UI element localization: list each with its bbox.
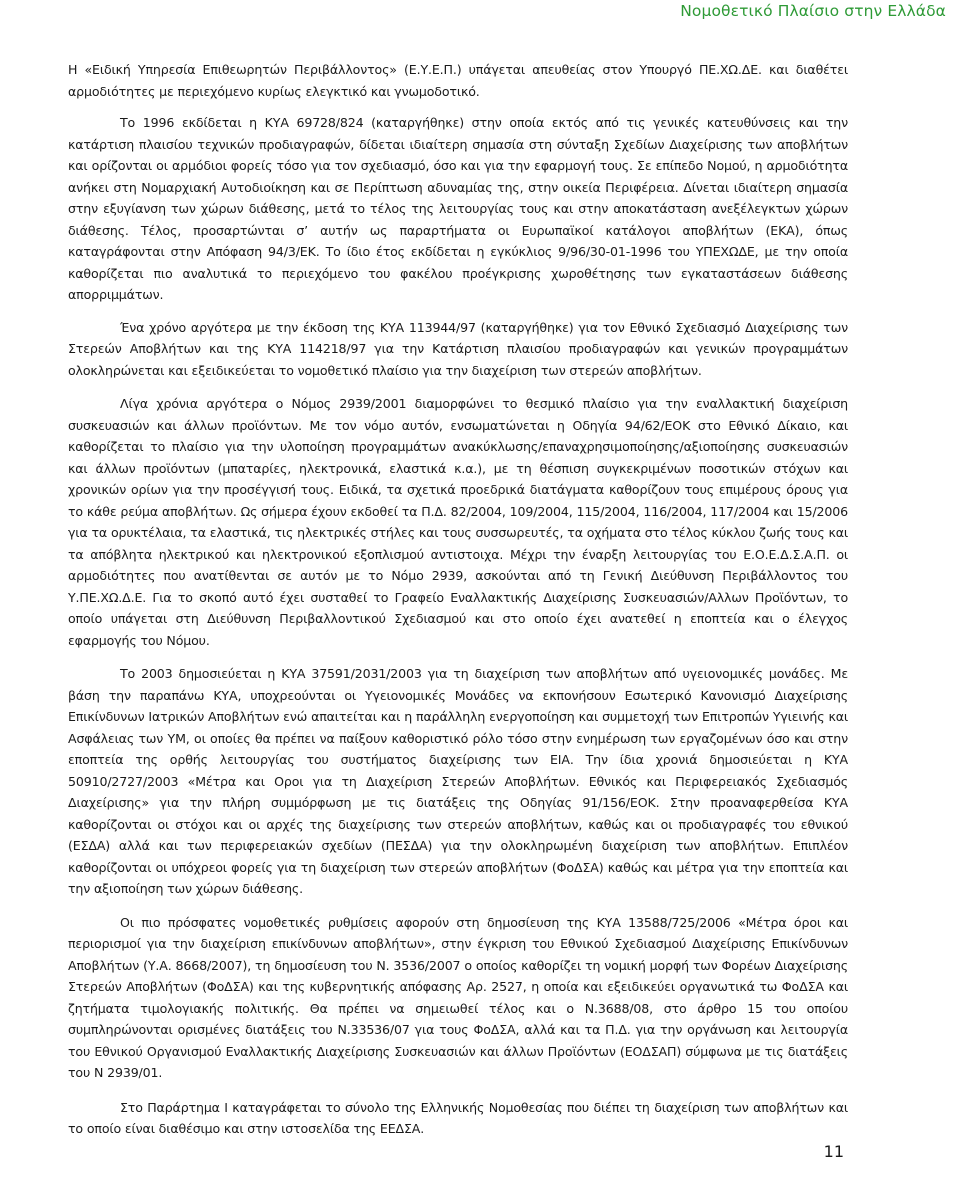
page-header [0, 0, 960, 40]
page-number: 11 [823, 1142, 844, 1161]
paragraph-1996-kya: Το 1996 εκδίδεται η ΚΥΑ 69728/824 (καταργήθηκε) στην οποία εκτός από τις γενικές κατευθύνσεις και την κατάρτιση πλαισίου τεχνικών προδιαγραφών, δίδεται ιδιαίτερη σημασία στη σύνταξη Σχεδίων Διαχείρισης των αποβλήτων και ορίζονται οι αρμόδιοι φορείς τόσο για τον σχεδιασμό, όσο και για την εφαρμογή τους. Σε επίπεδο Νομού, η αρμοδιότητα ανήκει στη Νομαρχιακή Αυτοδιοίκηση και σε Περίπτωση αδυναμίας της, στην οικεία Περιφέρεια. Δίνεται ιδιαίτερη σημασία στην εξυγίανση των χώρων διάθεσης, μετά το τέλος της λειτουργίας τους και στην αποκατάσταση ανεξέλεγκτων χώρων διάθεσης. Τέλος, προσαρτώνται σ’ αυτήν ως παραρτήματα οι Ευρωπαϊκοί κατάλογοι αποβλήτων (ΕΚΑ), όπως καταγράφονται στην Απόφαση 94/3/ΕΚ. Το ίδιο έτος εκδίδεται η εγκύκλιος 9/96/30-01-1996 του ΥΠΕΧΩΔΕ, με την οποία καθορίζεται πιο αναλυτικά το περιεχόμενο του φακέλου προέγκρισης χωροθέτησης των εγκαταστάσεων διάθεσης απορριμμάτων. [68, 115, 848, 302]
document-body [68, 59, 848, 1140]
paragraph-law-2939: Λίγα χρόνια αργότερα ο Νόμος 2939/2001 διαμορφώνει το θεσμικό πλαίσιο για την εναλλακτική διαχείριση συσκευασιών και άλλων προϊόντων. Με τον νόμο αυτόν, ενσωματώνεται η Οδηγία 94/62/ΕΟΚ στο Εθνικό Δίκαιο, και καθορίζεται το πλαίσιο για την υλοποίηση προγραμμάτων ανακύκλωσης/επαναχρησιμοποίησης/αξιοποίησης συσκευασιών και άλλων προϊόντων (μπαταρίες, ηλεκτρονικά, ελαστικά κ.α.), με τη θέσπιση συγκεκριμένων ποσοτικών στόχων και χρονικών ορίων για την προσέγγισή τους. Ειδικά, τα σχετικά προεδρικά διατάγματα καθορίζουν τους επιμέρους όρους για το κάθε ρεύμα αποβλήτων. Ως σήμερα έχουν εκδοθεί τα Π.Δ. 82/2004, 109/2004, 115/2004, 116/2004, 117/2004 και 15/2006 για τα ορυκτέλαια, τα ελαστικά, τις ηλεκτρικές στήλες και τους συσσωρευτές, τα οχήματα στο τέλος κύκλου ζωής τους και τα απόβλητα ηλεκτρικού και ηλεκτρονικού εξοπλισμού αντιστοιχα. Μέχρι την έναρξη λειτουργίας του Ε.Ο.Ε.Δ.Σ.Α.Π. οι αρμοδιότητες που ανατίθενται σε αυτόν με το Νόμο 2939, ασκούνται από τη Γενική Διεύθυνση Περιβάλλοντος του Υ.ΠΕ.ΧΩ.Δ.Ε. Για το σκοπό αυτό έχει συσταθεί το Γραφείο Εναλλακτικής Διαχείρισης Συσκευασιών/Αλλων Προϊόντων, το οποίο υπάγεται στη Διεύθυνση Περιβαλλοντικού Σχεδιασμού και στο οποίο έχει ανατεθεί η εποπτεία και ο έλεγχος εφαρμογής του Νόμου. [68, 396, 848, 648]
paragraph-2003-kya: Το 2003 δημοσιεύεται η ΚΥΑ 37591/2031/2003 για τη διαχείριση των αποβλήτων από υγειονομικές μονάδες. Με βάση την παραπάνω ΚΥΑ, υποχρεούνται οι Υγειονομικές Μονάδες να εκπονήσουν Εσωτερικό Κανονισμό Διαχείρισης Επικίνδυνων Ιατρικών Αποβλήτων ενώ απαιτείται και η παράλληλη ενεργοποίηση και συμμετοχή των Επιτροπών Υγιεινής και Ασφάλειας των ΥΜ, οι οποίες θα πρέπει να παίξουν καθοριστικό ρόλο τόσο στην ενημέρωση των εργαζομένων όσο και στην εποπτεία της ορθής λειτουργίας του συστήματος διαχείρισης των ΕΙΑ. Την ίδια χρονιά δημοσιεύεται η ΚΥΑ 50910/2727/2003 «Μέτρα και Οροι για τη Διαχείριση Στερεών Αποβλήτων. Εθνικός και Περιφερειακός Σχεδιασμός Διαχείρισης» για την πλήρη συμμόρφωση με τις διατάξεις της Οδηγίας 91/156/ΕΟΚ. Στην προαναφερθείσα ΚΥΑ καθορίζονται οι στόχοι και οι αρχές της διαχείρισης των στερεών αποβλήτων, καθώς και οι προδιαγραφές του εθνικού (ΕΣΔΑ) αλλά και των περιφερειακών σχεδίων (ΠΕΣΔΑ) για την ολοκληρωμένη διαχείριση των αποβλήτων. Επιπλέον καθορίζονται οι υπόχρεοι φορείς για τη διαχείριση των στερεών αποβλήτων (ΦοΔΣΑ) καθώς και μέτρα για την εποπτεία και την αξιοποίηση των χώρων διάθεσης. [68, 666, 848, 896]
paragraph-annex: Στο Παράρτημα Ι καταγράφεται το σύνολο της Ελληνικής Νομοθεσίας που διέπει τη διαχείριση των αποβλήτων και το οποίο είναι διαθέσιμο και στην ιστοσελίδα της ΕΕΔΣΑ. [68, 1099, 848, 1136]
paragraph-recent-regulations: Οι πιο πρόσφατες νομοθετικές ρυθμίσεις αφορούν στη δημοσίευση της ΚΥΑ 13588/725/2006 «Μέτρα όροι και περιορισμοί για την διαχείριση επικίνδυνων αποβλήτων», στην έγκριση του Εθνικού Σχεδιασμού Διαχείρισης Επικίνδυνων Αποβλήτων (Υ.Α. 8668/2007), τη δημοσίευση του Ν. 3536/2007 ο οποίος καθορίζει τη νομική μορφή των Φορέων Διαχείρισης Στερεών Αποβλήτων (ΦοΔΣΑ) και της κυβερνητικής απόφασης Αρ. 2527, η οποία και εξειδικεύει οργανωτικά τω ΦοΔΣΑ και ζητήματα τιμολογιακής πολιτικής. Θα πρέπει να σημειωθεί τέλος και ο Ν.3688/08, στο άρθρο 15 του οποίου συμπληρώνονται ορισμένες διατάξεις του Ν.33536/07 για τους ΦοΔΣΑ, αλλά και τα Π.Δ. για την οργάνωση και λειτουργία του Εθνικού Οργανισμού Εναλλακτικής Διαχείρισης Συσκευασιών και άλλων Προϊόντων (ΕΟΔΣΑΠ) σύμφωνα με τις διατάξεις του Ν 2939/01. [68, 914, 848, 1080]
running-header-title: Νομοθετικό Πλαίσιο στην Ελλάδα [680, 2, 946, 20]
paragraph-eyep: Η «Ειδική Υπηρεσία Επιθεωρητών Περιβάλλοντος» (Ε.Υ.Ε.Π.) υπάγεται απευθείας στον Υπουργό ΠΕ.ΧΩ.ΔΕ. και διαθέτει αρμοδιότητες με περιεχόμενο κυρίως ελεγκτικό και γνωμοδοτικό. [68, 62, 848, 99]
paragraph-1997-kya: Ένα χρόνο αργότερα με την έκδοση της ΚΥΑ 113944/97 (καταργήθηκε) για τον Εθνικό Σχεδιασμό Διαχείρισης των Στερεών Αποβλήτων και της ΚΥΑ 114218/97 για την Κατάρτιση πλαισίου προδιαγραφών και γενικών προγραμμάτων ολοκληρώνεται και εξειδικεύεται το νομοθετικό πλαίσιο για την διαχείριση των στερεών αποβλήτων. [68, 319, 848, 378]
